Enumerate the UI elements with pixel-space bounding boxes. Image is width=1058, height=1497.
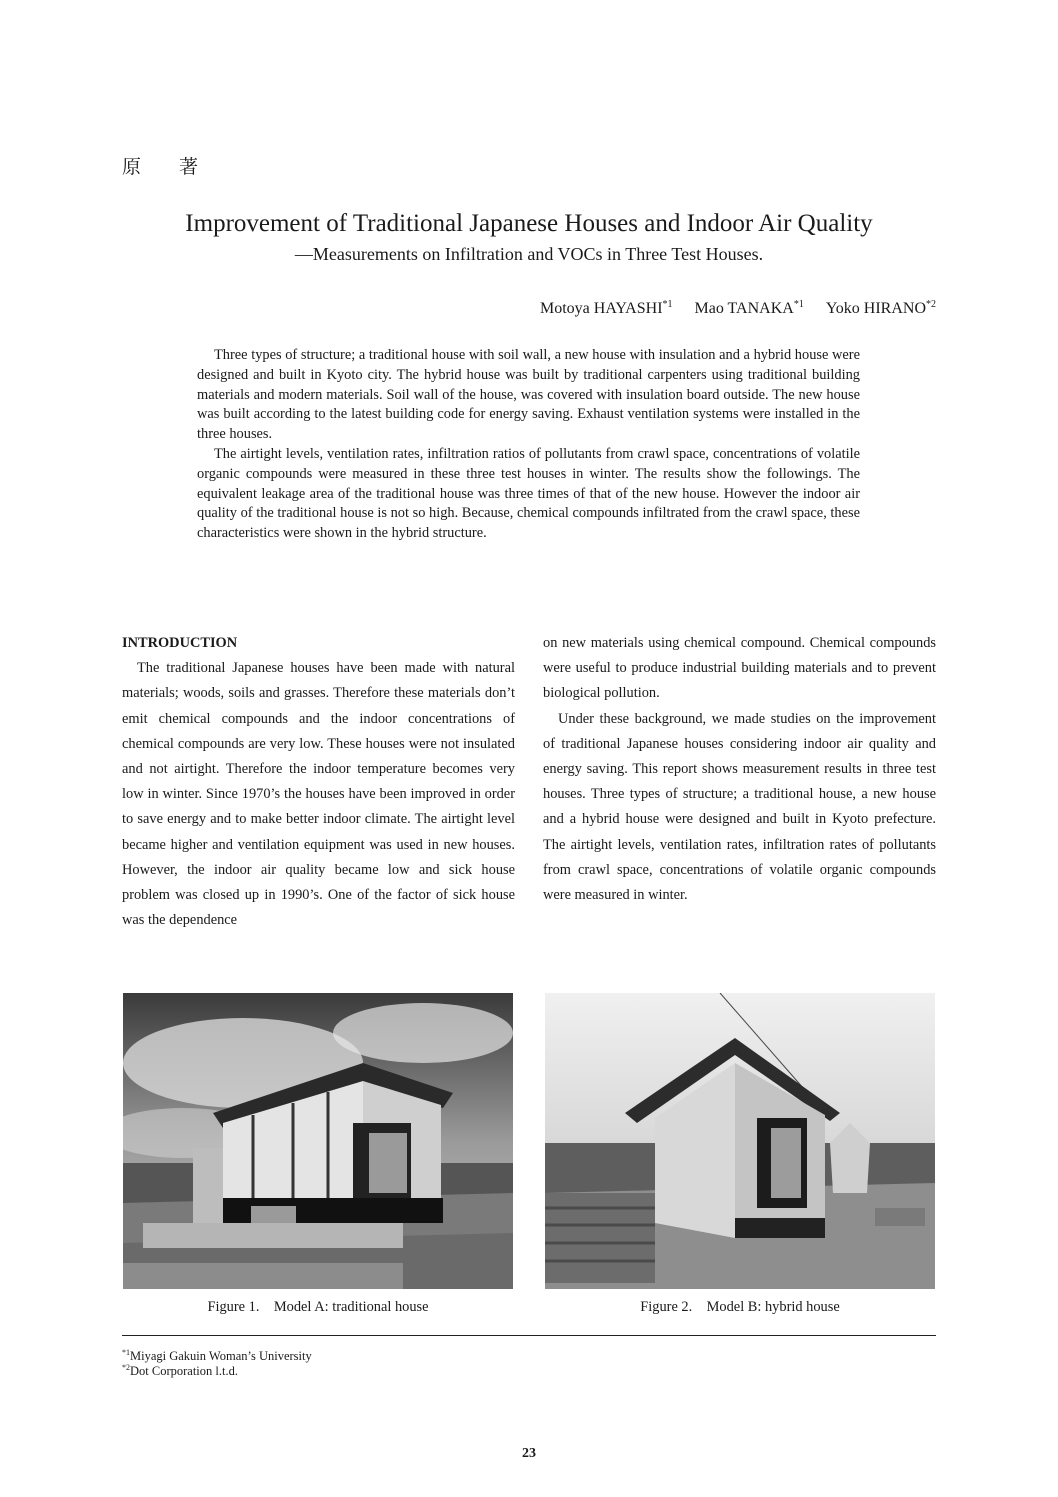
- abstract-paragraph: Three types of structure; a traditional house with soil wall, a new house with insulation and a hybrid house were designed and built in Kyoto city. The hybrid house was built by traditional carpenters using traditional building materials and modern materials. Soil wall of the house, was covered with insulation board outside. The new house was built according to the latest building code for energy saving. Exhaust ventilation systems were installed in the three houses.: [197, 347, 860, 443]
- figure-caption: Figure 2. Model B: hybrid house: [640, 1299, 840, 1315]
- author-list: [522, 299, 936, 318]
- author: [826, 300, 936, 317]
- footnote-mark: *2: [122, 1363, 130, 1372]
- footnote-divider: [122, 1335, 936, 1336]
- abstract-paragraph: The airtight levels, ventilation rates, infiltration ratios of pollutants from crawl space, concentrations of volatile organic compounds were measured in these three test houses in winter. The results show the followings. The equivalent leakage area of the traditional house was three times of that of the new house. However the indoor air quality of the traditional house is not so high. Because, chemical compounds infiltrated from the crawl space, these characteristics were shown in the hybrid structure.: [197, 445, 860, 542]
- footnote-mark: *1: [122, 1348, 130, 1357]
- house-photo-image: [123, 993, 513, 1289]
- author: [695, 300, 804, 317]
- abstract: [197, 346, 860, 544]
- figure-photo-model-b: [545, 993, 935, 1289]
- affiliation-mark: *1: [793, 299, 804, 310]
- page-number: 23: [522, 1446, 536, 1461]
- body-column-left: [122, 631, 515, 933]
- author: [540, 300, 673, 317]
- body-paragraph: The traditional Japanese houses have been made with natural materials; woods, soils and grasses. Therefore these materials don’t emit chemical compounds and the indoor concentrations of chemical compounds are very low. These houses were not insulated and not airtight. Therefore the indoor temperature becomes very low in winter. Since 1970’s the houses have been improved in order to save energy and to make better indoor climate. The airtight level became higher and ventilation equipment was used in new houses. However, the indoor air quality became low and sick house problem was closed up in 1990’s. One of the factor of sick house was the dependence: [122, 660, 515, 929]
- body-paragraph: Under these background, we made studies on the improvement of traditional Japanese houses considering indoor air quality and energy saving. This report shows measurement results in three test houses. Three types of structure; a traditional house, a new house and a hybrid house were designed and built in Kyoto prefecture. The airtight levels, ventilation rates, infiltration rates of pollutants from crawl space, concentrations of volatile organic compounds were measured in winter.: [543, 710, 936, 904]
- footnote-text: Miyagi Gakuin Woman’s University: [130, 1349, 312, 1364]
- paper-subtitle: —Measurements on Infiltration and VOCs in Three Test Houses.: [294, 244, 764, 264]
- footnote: [122, 1348, 312, 1364]
- figure-photo-model-a: [123, 993, 513, 1289]
- author-name: Motoya HAYASHI: [539, 300, 663, 317]
- affiliation-mark: *1: [662, 299, 673, 310]
- article-type-label: 原著: [122, 157, 237, 178]
- body-column-right: [543, 631, 936, 908]
- figure-caption: Figure 1. Model A: traditional house: [207, 1299, 429, 1315]
- footnote-text: Dot Corporation l.t.d.: [130, 1364, 238, 1379]
- house-photo-image: [545, 993, 935, 1289]
- affiliation-mark: *2: [926, 299, 936, 310]
- body-paragraph-continued: on new materials using chemical compound. Chemical compounds were useful to produce industrial building materials and to prevent biological pollution.: [543, 635, 936, 702]
- author-name: Mao TANAKA: [694, 300, 794, 317]
- paper-title: Improvement of Traditional Japanese Houses and Indoor Air Quality: [185, 210, 873, 237]
- section-heading: INTRODUCTION: [122, 635, 238, 651]
- footnote: [122, 1363, 238, 1379]
- author-name: Yoko HIRANO: [825, 300, 926, 317]
